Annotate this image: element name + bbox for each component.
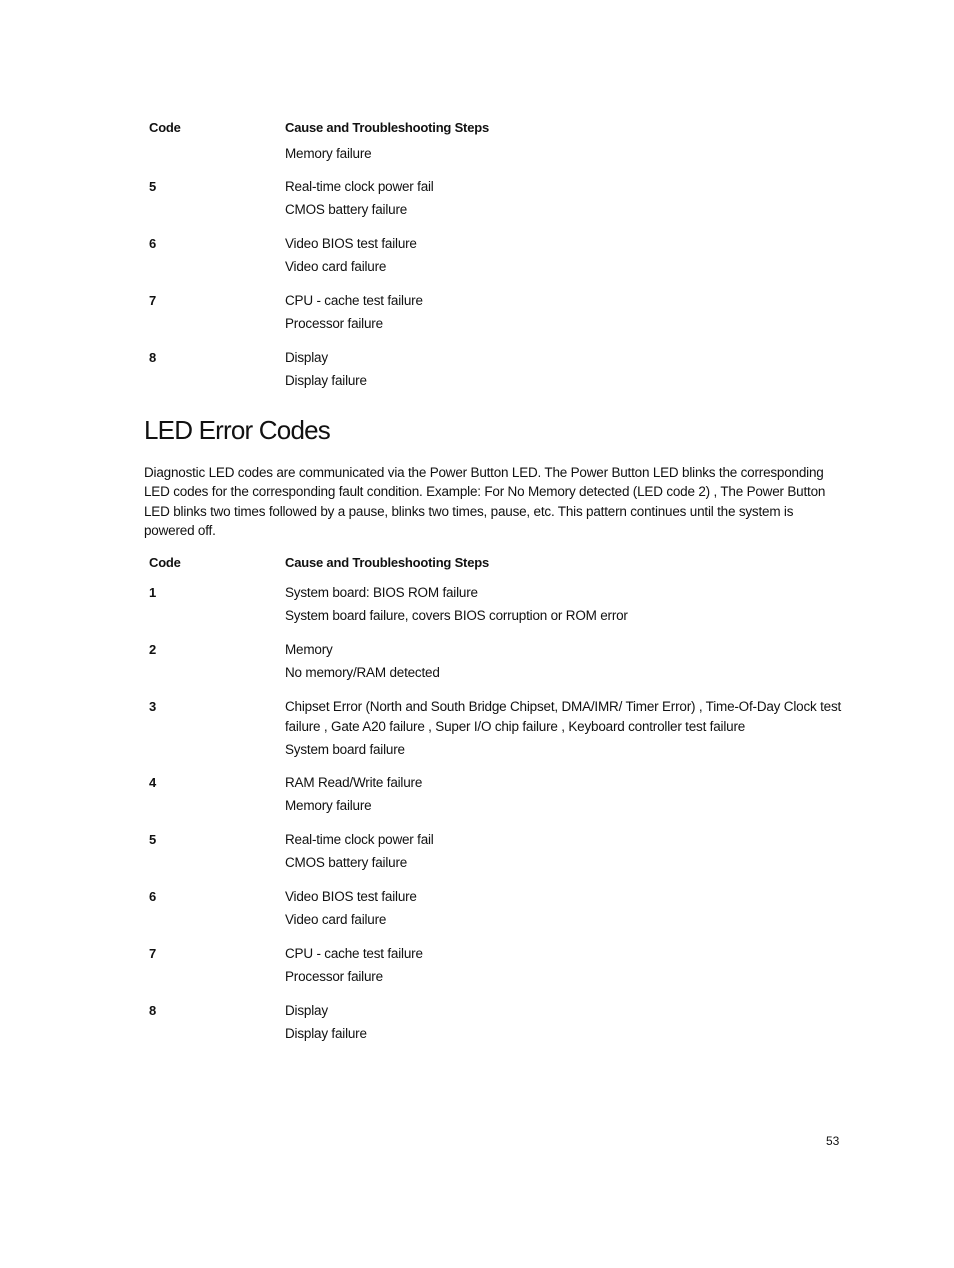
row-code: 5 — [149, 179, 157, 194]
row-code: 7 — [149, 293, 157, 308]
cause-line: Memory — [285, 642, 333, 657]
header-cause: Cause and Troubleshooting Steps — [285, 555, 489, 570]
table-row — [144, 697, 844, 773]
table-header — [144, 120, 844, 144]
row-cause — [285, 944, 844, 987]
cause-line: Memory failure — [285, 798, 372, 813]
cause-line: CMOS battery failure — [285, 855, 408, 870]
row-code: 1 — [149, 585, 157, 600]
row-code: 8 — [149, 1003, 157, 1018]
intro-paragraph: Diagnostic LED codes are communicated via the Power Button LED. The Power Button LED blinks the corresponding LED codes for the corresponding fault condition. Example: For No Memory detected (LED code 2) , The Power Button LED blinks two times followed by a pause, blinks two times, pause, etc. This pattern continues until the system is powered off. — [144, 465, 826, 538]
table-row — [144, 348, 844, 395]
cause-line: Processor failure — [285, 969, 383, 984]
row-code: 6 — [149, 889, 157, 904]
row-cause — [285, 144, 844, 164]
cause-line: Memory failure — [285, 146, 372, 161]
row-code: 8 — [149, 350, 157, 365]
cause-line: Processor failure — [285, 316, 383, 331]
table-row — [144, 1001, 844, 1048]
cause-line: Chipset Error (North and South Bridge Chipset, DMA/IMR/ Timer Error) , Time-Of-Day Clock test failure , Gate A20 failure , Super I/O chip failure , Keyboard controller test failure — [285, 699, 842, 734]
row-cause — [285, 697, 844, 759]
table-row — [144, 830, 844, 887]
cause-line: Display — [285, 1003, 328, 1018]
row-code: 7 — [149, 946, 157, 961]
cause-line: Real-time clock power fail — [285, 179, 434, 194]
table-row — [144, 887, 844, 944]
row-cause — [285, 348, 844, 391]
table-header — [144, 555, 844, 583]
row-cause — [285, 177, 844, 220]
cause-line: Video BIOS test failure — [285, 236, 417, 251]
row-cause — [285, 1001, 844, 1044]
cause-line: Display failure — [285, 1026, 367, 1041]
table-row — [144, 234, 844, 291]
row-cause — [285, 291, 844, 334]
cause-line: CMOS battery failure — [285, 202, 408, 217]
header-code: Code — [149, 120, 181, 135]
table-row — [144, 291, 844, 348]
beep-codes-table-continued — [144, 120, 844, 395]
cause-line: System board failure, covers BIOS corruption or ROM error — [285, 608, 628, 623]
row-cause — [285, 830, 844, 873]
cause-line: Real-time clock power fail — [285, 832, 434, 847]
cause-line: System board: BIOS ROM failure — [285, 585, 478, 600]
table-row — [144, 773, 844, 830]
cause-line: CPU - cache test failure — [285, 293, 423, 308]
table-row — [144, 583, 844, 640]
table-row — [144, 944, 844, 1001]
row-cause — [285, 887, 844, 930]
row-code: 3 — [149, 699, 157, 714]
row-code: 4 — [149, 775, 157, 790]
cause-line: Video card failure — [285, 912, 387, 927]
row-cause — [285, 583, 844, 626]
cause-line: RAM Read/Write failure — [285, 775, 423, 790]
row-code: 5 — [149, 832, 157, 847]
row-code: 6 — [149, 236, 157, 251]
row-cause — [285, 640, 844, 683]
page-number: 53 — [826, 1134, 840, 1148]
cause-line: System board failure — [285, 741, 405, 757]
cause-line: No memory/RAM detected — [285, 665, 440, 680]
header-cause: Cause and Troubleshooting Steps — [285, 120, 489, 135]
row-cause — [285, 773, 844, 816]
cause-line: Video card failure — [285, 259, 387, 274]
section-title: LED Error Codes — [144, 415, 330, 445]
table-row-continuation — [144, 144, 844, 177]
row-cause — [285, 234, 844, 277]
cause-line: Display failure — [285, 373, 367, 388]
header-code: Code — [149, 555, 181, 570]
cause-line: Display — [285, 350, 328, 365]
table-row — [144, 177, 844, 234]
led-codes-table — [144, 555, 844, 1048]
cause-line: Video BIOS test failure — [285, 889, 417, 904]
row-code: 2 — [149, 642, 157, 657]
cause-line: CPU - cache test failure — [285, 946, 423, 961]
table-row — [144, 640, 844, 697]
